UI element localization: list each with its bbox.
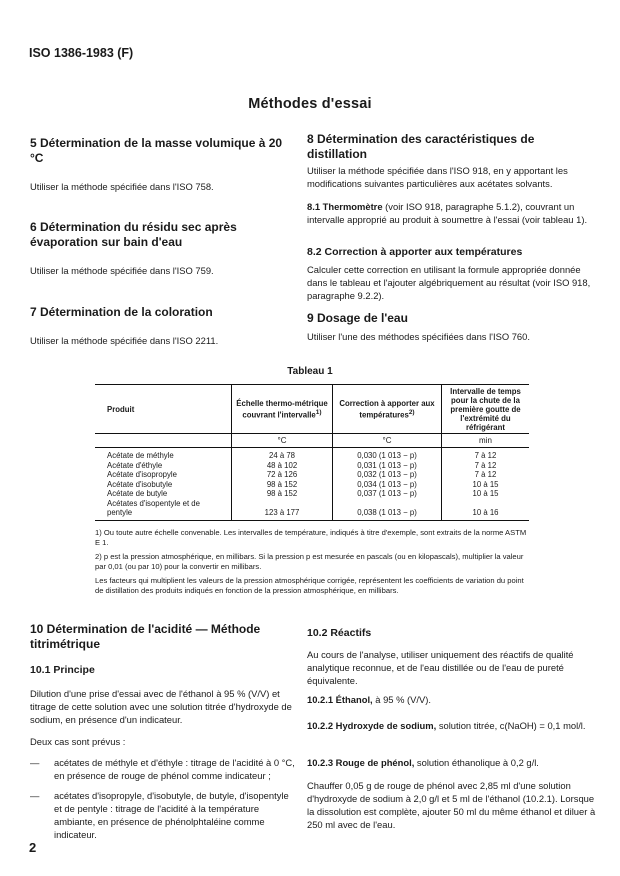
page-title: Méthodes d'essai [248, 96, 372, 112]
section-9-heading: 9 Dosage de l'eau [307, 311, 408, 325]
section-5-text: Utiliser la méthode spécifiée dans l'ISO 758. [30, 181, 214, 192]
section-8-2-text: Calculer cette correction en utilisant la formule appropriée donnée dans le tableau et l'ajouter algébriquement au résultat (voir ISO 918, paragraphe 9.2.2). [307, 264, 591, 301]
cell-product: Acétate de méthyle [107, 451, 174, 461]
list-item-text: acétates de méthyle et d'éthyle : titrage de l'acidité à 0 °C, en présence de rouge de phénol comme indicateur ; [54, 757, 295, 781]
section-10-2-3-text: solution éthanolique à 0,2 g/l. [414, 757, 539, 768]
section-10-2-3 [307, 756, 597, 769]
list-item [30, 789, 295, 841]
section-10-2-3-label: 10.2.3 Rouge de phénol, [307, 757, 415, 768]
document-id: ISO 1386-1983 (F) [29, 46, 134, 60]
table-1 [95, 384, 529, 521]
section-10-1-heading: 10.1 Principe [30, 664, 95, 676]
cell-correction: 0,038 (1 013 − p) [333, 499, 442, 521]
section-10-2-heading: 10.2 Réactifs [307, 627, 372, 639]
col-header-product: Produit [95, 385, 232, 434]
cases-intro: Deux cas sont prévus : [30, 736, 126, 747]
section-10-1-text: Dilution d'une prise d'essai avec de l'éthanol à 95 % (V/V) et titrage de cette solution avec une solution titrée d'hydroxyde de sodium, en présence d'un indicateur. [30, 688, 292, 725]
section-8-2-heading: 8.2 Correction à apporter aux températures [307, 246, 523, 258]
section-6-heading: 6 Détermination du résidu sec après évaporation sur bain d'eau [30, 220, 237, 249]
col-header-correction-label: Correction à apporter aux températures [339, 398, 435, 420]
col-header-correction [333, 385, 442, 434]
footnote-ref-1: 1) [315, 408, 322, 416]
cell-correction: 0,032 (1 013 − p) [333, 470, 442, 480]
section-7-heading: 7 Détermination de la coloration [30, 305, 213, 319]
cell-correction: 0,031 (1 013 − p) [333, 461, 442, 471]
section-6-text: Utiliser la méthode spécifiée dans l'ISO 759. [30, 265, 214, 276]
section-8-1-label: 8.1 Thermomètre [307, 201, 383, 212]
cell-product: Acétate de butyle [107, 489, 168, 499]
section-8-intro: Utiliser la méthode spécifiée dans l'ISO 918, en y apportant les modifications suivantes particulières aux acétates solvants. [307, 165, 568, 189]
cell-interval: 7 à 12 [442, 448, 530, 461]
cell-scale: 72 à 126 [232, 470, 333, 480]
section-10-2-1-text: à 95 % (V/V). [372, 694, 432, 705]
section-8-heading: 8 Détermination des caractéristiques de distillation [307, 132, 535, 161]
cell-interval: 7 à 12 [442, 461, 530, 471]
unit-scale: °C [232, 434, 333, 448]
page-number: 2 [29, 840, 37, 855]
cell-scale: 123 à 177 [232, 499, 333, 521]
footnote-1: 1) Ou toute autre échelle convenable. Les intervalles de température, indiqués à titre d'exemple, sont extraits de la norme ASTM E 1. [95, 528, 527, 547]
section-10-2-1 [307, 693, 597, 706]
col-header-scale-label: Échelle thermo-métrique couvrant l'intervalle [236, 398, 328, 420]
cell-correction: 0,034 (1 013 − p) [333, 480, 442, 490]
section-9-text: Utiliser l'une des méthodes spécifiées dans l'ISO 760. [307, 331, 530, 342]
unit-correction: °C [333, 434, 442, 448]
section-10-2-text: Au cours de l'analyse, utiliser uniquement des réactifs de qualité analytique reconnue, et de l'eau distillée ou de l'eau de pureté équivalente. [307, 649, 574, 686]
table-row [95, 480, 529, 490]
section-7-text: Utiliser la méthode spécifiée dans l'ISO 2211. [30, 335, 219, 346]
unit-product [95, 434, 232, 448]
col-header-scale [232, 385, 333, 434]
section-8-1-text: (voir ISO 918, paragraphe 5.1.2), couvrant un intervalle approprié au produit à soumettre à l'essai (voir tableau 1). [307, 201, 588, 225]
cell-interval: 10 à 15 [442, 480, 530, 490]
section-10-2-3-detail: Chauffer 0,05 g de rouge de phénol avec 2,85 ml d'une solution d'hydroxyde de sodium à 2,0 g/l et 5 ml de l'éthanol (10.2.1). Lorsque la dissolution est complète, ajouter 50 ml du même éthanol et diluer à 250 ml avec de l'eau. [307, 780, 596, 830]
footnote-ref-2: 2) [408, 408, 415, 416]
section-5-heading: 5 Détermination de la masse volumique à 20 °C [30, 136, 283, 165]
table-note: Les facteurs qui multiplient les valeurs de la pression atmosphérique corrigée, représentent les coefficients de variation du point de distillation des produits indiqués en fonction de la pression atmosphérique, en millibars. [95, 576, 524, 595]
list-item-text: acétates d'isopropyle, d'isobutyle, de butyle, d'isopentyle et de pentyle : titrage de l'acidité à la température ambiante, en présence de phénolphtaléine comme indicateur. [54, 790, 289, 840]
cell-correction: 0,037 (1 013 − p) [333, 489, 442, 499]
cell-scale: 98 à 152 [232, 480, 333, 490]
section-10-2-1-label: 10.2.1 Éthanol, [307, 694, 373, 705]
section-10-2-2 [307, 719, 597, 732]
cell-interval: 10 à 15 [442, 489, 530, 499]
unit-interval: min [442, 434, 530, 448]
cell-correction: 0,030 (1 013 − p) [333, 448, 442, 461]
table-row [95, 448, 529, 461]
section-10-heading: 10 Détermination de l'acidité — Méthode titrimétrique [30, 622, 261, 651]
section-10-2-2-text: solution titrée, c(NaOH) = 0,1 mol/l. [436, 720, 586, 731]
cell-product: Acétate d'isobutyle [107, 479, 173, 489]
cell-product: Acétate d'éthyle [107, 460, 163, 470]
list-dash: — [30, 790, 40, 801]
section-8-1 [307, 200, 597, 226]
cell-scale: 48 à 102 [232, 461, 333, 471]
cell-product: Acétate d'isopropyle [107, 470, 177, 480]
cell-scale: 98 à 152 [232, 489, 333, 499]
table-1-title: Tableau 1 [287, 366, 333, 377]
col-header-interval: Intervalle de temps pour la chute de la première goutte de l'extrémité du réfrigérant [442, 385, 530, 434]
cell-interval: 7 à 12 [442, 470, 530, 480]
cell-product: Acétates d'isopentyle et de pentyle [107, 498, 200, 517]
cell-interval: 10 à 16 [442, 499, 530, 521]
table-row [95, 499, 529, 521]
footnote-2: 2) p est la pression atmosphérique, en millibars. Si la pression p est mesurée en pascals (ou en kilopascals), multiplier la valeur par 0,01 (ou par 10) pour la convertir en millibars. [95, 552, 524, 571]
table-row [95, 470, 529, 480]
list-dash: — [30, 757, 40, 768]
table-row [95, 461, 529, 471]
section-10-2-2-label: 10.2.2 Hydroxyde de sodium, [307, 720, 437, 731]
list-item [30, 756, 295, 782]
cell-scale: 24 à 78 [232, 448, 333, 461]
table-row [95, 489, 529, 499]
